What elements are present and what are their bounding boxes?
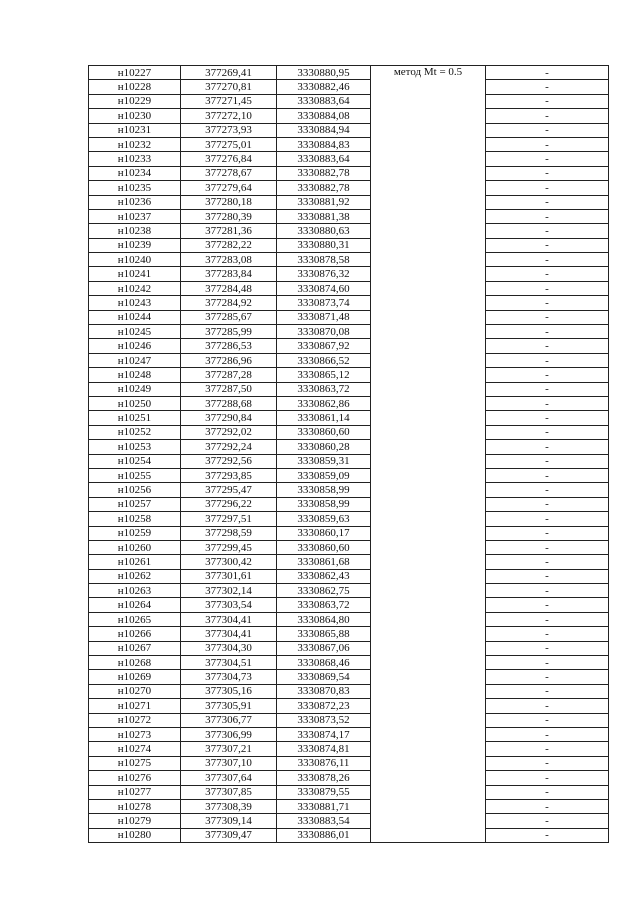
point-id-cell: н10267 xyxy=(89,641,181,655)
x-coordinate-cell: 377293,85 xyxy=(181,468,277,482)
x-coordinate-cell: 377309,47 xyxy=(181,828,277,842)
y-coordinate-cell: 3330867,06 xyxy=(277,641,371,655)
x-coordinate-cell: 377281,36 xyxy=(181,224,277,238)
point-id-cell: н10232 xyxy=(89,137,181,151)
mark-cell: - xyxy=(486,670,609,684)
y-coordinate-cell: 3330858,99 xyxy=(277,483,371,497)
point-id-cell: н10273 xyxy=(89,727,181,741)
table-row xyxy=(89,253,609,267)
point-id-cell: н10246 xyxy=(89,339,181,353)
x-coordinate-cell: 377287,50 xyxy=(181,382,277,396)
y-coordinate-cell: 3330871,48 xyxy=(277,310,371,324)
table-row xyxy=(89,512,609,526)
mark-cell: - xyxy=(486,123,609,137)
y-coordinate-cell: 3330880,63 xyxy=(277,224,371,238)
y-coordinate-cell: 3330874,17 xyxy=(277,727,371,741)
x-coordinate-cell: 377306,77 xyxy=(181,713,277,727)
mark-cell: - xyxy=(486,281,609,295)
x-coordinate-cell: 377276,84 xyxy=(181,152,277,166)
table-row xyxy=(89,137,609,151)
y-coordinate-cell: 3330860,17 xyxy=(277,526,371,540)
mark-cell: - xyxy=(486,339,609,353)
table-row xyxy=(89,656,609,670)
point-id-cell: н10255 xyxy=(89,468,181,482)
y-coordinate-cell: 3330886,01 xyxy=(277,828,371,842)
mark-cell: - xyxy=(486,382,609,396)
table-row xyxy=(89,713,609,727)
table-row xyxy=(89,66,609,80)
y-coordinate-cell: 3330884,94 xyxy=(277,123,371,137)
x-coordinate-cell: 377284,92 xyxy=(181,296,277,310)
point-id-cell: н10248 xyxy=(89,368,181,382)
x-coordinate-cell: 377290,84 xyxy=(181,411,277,425)
y-coordinate-cell: 3330883,64 xyxy=(277,94,371,108)
point-id-cell: н10234 xyxy=(89,166,181,180)
table-row xyxy=(89,569,609,583)
point-id-cell: н10233 xyxy=(89,152,181,166)
method-cell: метод Mt = 0.5 xyxy=(371,66,486,843)
y-coordinate-cell: 3330876,11 xyxy=(277,756,371,770)
point-id-cell: н10247 xyxy=(89,353,181,367)
point-id-cell: н10254 xyxy=(89,454,181,468)
x-coordinate-cell: 377275,01 xyxy=(181,137,277,151)
x-coordinate-cell: 377304,41 xyxy=(181,627,277,641)
mark-cell: - xyxy=(486,584,609,598)
y-coordinate-cell: 3330884,08 xyxy=(277,109,371,123)
mark-cell: - xyxy=(486,742,609,756)
point-id-cell: н10280 xyxy=(89,828,181,842)
x-coordinate-cell: 377307,21 xyxy=(181,742,277,756)
y-coordinate-cell: 3330862,43 xyxy=(277,569,371,583)
mark-cell: - xyxy=(486,94,609,108)
point-id-cell: н10279 xyxy=(89,814,181,828)
mark-cell: - xyxy=(486,713,609,727)
table-row xyxy=(89,396,609,410)
y-coordinate-cell: 3330861,68 xyxy=(277,555,371,569)
table-row xyxy=(89,267,609,281)
y-coordinate-cell: 3330861,14 xyxy=(277,411,371,425)
table-row xyxy=(89,166,609,180)
table-row xyxy=(89,483,609,497)
mark-cell: - xyxy=(486,396,609,410)
x-coordinate-cell: 377301,61 xyxy=(181,569,277,583)
table-row xyxy=(89,454,609,468)
x-coordinate-cell: 377307,10 xyxy=(181,756,277,770)
table-row xyxy=(89,627,609,641)
point-id-cell: н10256 xyxy=(89,483,181,497)
mark-cell: - xyxy=(486,325,609,339)
point-id-cell: н10238 xyxy=(89,224,181,238)
table-row xyxy=(89,325,609,339)
mark-cell: - xyxy=(486,368,609,382)
table-row xyxy=(89,224,609,238)
x-coordinate-cell: 377300,42 xyxy=(181,555,277,569)
y-coordinate-cell: 3330881,38 xyxy=(277,209,371,223)
mark-cell: - xyxy=(486,828,609,842)
table-row xyxy=(89,785,609,799)
point-id-cell: н10264 xyxy=(89,598,181,612)
table-row xyxy=(89,80,609,94)
mark-cell: - xyxy=(486,152,609,166)
point-id-cell: н10266 xyxy=(89,627,181,641)
x-coordinate-cell: 377288,68 xyxy=(181,396,277,410)
table-row xyxy=(89,727,609,741)
mark-cell: - xyxy=(486,641,609,655)
table-row xyxy=(89,411,609,425)
table-row xyxy=(89,94,609,108)
y-coordinate-cell: 3330878,26 xyxy=(277,771,371,785)
point-id-cell: н10228 xyxy=(89,80,181,94)
y-coordinate-cell: 3330872,23 xyxy=(277,699,371,713)
y-coordinate-cell: 3330881,71 xyxy=(277,799,371,813)
point-id-cell: н10251 xyxy=(89,411,181,425)
point-id-cell: н10252 xyxy=(89,425,181,439)
y-coordinate-cell: 3330873,74 xyxy=(277,296,371,310)
table-row xyxy=(89,771,609,785)
y-coordinate-cell: 3330873,52 xyxy=(277,713,371,727)
point-id-cell: н10278 xyxy=(89,799,181,813)
mark-cell: - xyxy=(486,699,609,713)
table-row xyxy=(89,612,609,626)
mark-cell: - xyxy=(486,727,609,741)
mark-cell: - xyxy=(486,799,609,813)
x-coordinate-cell: 377269,41 xyxy=(181,66,277,80)
y-coordinate-cell: 3330864,80 xyxy=(277,612,371,626)
point-id-cell: н10270 xyxy=(89,684,181,698)
point-id-cell: н10244 xyxy=(89,310,181,324)
table-row xyxy=(89,540,609,554)
x-coordinate-cell: 377292,02 xyxy=(181,425,277,439)
x-coordinate-cell: 377292,56 xyxy=(181,454,277,468)
table-row xyxy=(89,238,609,252)
mark-cell: - xyxy=(486,224,609,238)
y-coordinate-cell: 3330866,52 xyxy=(277,353,371,367)
point-id-cell: н10277 xyxy=(89,785,181,799)
x-coordinate-cell: 377270,81 xyxy=(181,80,277,94)
y-coordinate-cell: 3330882,78 xyxy=(277,181,371,195)
y-coordinate-cell: 3330879,55 xyxy=(277,785,371,799)
x-coordinate-cell: 377302,14 xyxy=(181,584,277,598)
point-id-cell: н10261 xyxy=(89,555,181,569)
point-id-cell: н10263 xyxy=(89,584,181,598)
y-coordinate-cell: 3330858,99 xyxy=(277,497,371,511)
x-coordinate-cell: 377285,99 xyxy=(181,325,277,339)
x-coordinate-cell: 377286,53 xyxy=(181,339,277,353)
mark-cell: - xyxy=(486,411,609,425)
table-row xyxy=(89,281,609,295)
x-coordinate-cell: 377298,59 xyxy=(181,526,277,540)
y-coordinate-cell: 3330880,31 xyxy=(277,238,371,252)
y-coordinate-cell: 3330867,92 xyxy=(277,339,371,353)
table-row xyxy=(89,598,609,612)
mark-cell: - xyxy=(486,785,609,799)
table-row xyxy=(89,195,609,209)
table-row xyxy=(89,339,609,353)
y-coordinate-cell: 3330883,54 xyxy=(277,814,371,828)
y-coordinate-cell: 3330868,46 xyxy=(277,656,371,670)
mark-cell: - xyxy=(486,109,609,123)
point-id-cell: н10237 xyxy=(89,209,181,223)
y-coordinate-cell: 3330878,58 xyxy=(277,253,371,267)
point-id-cell: н10274 xyxy=(89,742,181,756)
x-coordinate-cell: 377305,16 xyxy=(181,684,277,698)
mark-cell: - xyxy=(486,771,609,785)
table-row xyxy=(89,814,609,828)
x-coordinate-cell: 377304,30 xyxy=(181,641,277,655)
point-id-cell: н10241 xyxy=(89,267,181,281)
point-id-cell: н10265 xyxy=(89,612,181,626)
point-id-cell: н10272 xyxy=(89,713,181,727)
x-coordinate-cell: 377305,91 xyxy=(181,699,277,713)
table-row xyxy=(89,310,609,324)
x-coordinate-cell: 377299,45 xyxy=(181,540,277,554)
table-row xyxy=(89,699,609,713)
point-id-cell: н10253 xyxy=(89,440,181,454)
mark-cell: - xyxy=(486,814,609,828)
point-id-cell: н10239 xyxy=(89,238,181,252)
mark-cell: - xyxy=(486,66,609,80)
mark-cell: - xyxy=(486,181,609,195)
x-coordinate-cell: 377297,51 xyxy=(181,512,277,526)
table-row xyxy=(89,468,609,482)
table-row xyxy=(89,296,609,310)
y-coordinate-cell: 3330865,12 xyxy=(277,368,371,382)
x-coordinate-cell: 377285,67 xyxy=(181,310,277,324)
table-row xyxy=(89,670,609,684)
point-id-cell: н10242 xyxy=(89,281,181,295)
x-coordinate-cell: 377279,64 xyxy=(181,181,277,195)
x-coordinate-cell: 377307,64 xyxy=(181,771,277,785)
x-coordinate-cell: 377283,08 xyxy=(181,253,277,267)
y-coordinate-cell: 3330860,60 xyxy=(277,425,371,439)
x-coordinate-cell: 377280,39 xyxy=(181,209,277,223)
x-coordinate-cell: 377287,28 xyxy=(181,368,277,382)
mark-cell: - xyxy=(486,656,609,670)
x-coordinate-cell: 377283,84 xyxy=(181,267,277,281)
x-coordinate-cell: 377296,22 xyxy=(181,497,277,511)
point-id-cell: н10257 xyxy=(89,497,181,511)
y-coordinate-cell: 3330860,60 xyxy=(277,540,371,554)
table-row xyxy=(89,799,609,813)
mark-cell: - xyxy=(486,756,609,770)
x-coordinate-cell: 377272,10 xyxy=(181,109,277,123)
y-coordinate-cell: 3330865,88 xyxy=(277,627,371,641)
point-id-cell: н10260 xyxy=(89,540,181,554)
point-id-cell: н10245 xyxy=(89,325,181,339)
mark-cell: - xyxy=(486,512,609,526)
point-id-cell: н10235 xyxy=(89,181,181,195)
x-coordinate-cell: 377303,54 xyxy=(181,598,277,612)
x-coordinate-cell: 377286,96 xyxy=(181,353,277,367)
mark-cell: - xyxy=(486,253,609,267)
coordinates-table xyxy=(88,65,609,843)
table-row xyxy=(89,123,609,137)
table-row xyxy=(89,742,609,756)
mark-cell: - xyxy=(486,598,609,612)
y-coordinate-cell: 3330859,31 xyxy=(277,454,371,468)
table-row xyxy=(89,368,609,382)
mark-cell: - xyxy=(486,267,609,281)
point-id-cell: н10243 xyxy=(89,296,181,310)
mark-cell: - xyxy=(486,684,609,698)
x-coordinate-cell: 377295,47 xyxy=(181,483,277,497)
mark-cell: - xyxy=(486,569,609,583)
x-coordinate-cell: 377304,73 xyxy=(181,670,277,684)
mark-cell: - xyxy=(486,483,609,497)
y-coordinate-cell: 3330880,95 xyxy=(277,66,371,80)
point-id-cell: н10258 xyxy=(89,512,181,526)
mark-cell: - xyxy=(486,497,609,511)
x-coordinate-cell: 377308,39 xyxy=(181,799,277,813)
table-row xyxy=(89,584,609,598)
x-coordinate-cell: 377304,41 xyxy=(181,612,277,626)
x-coordinate-cell: 377278,67 xyxy=(181,166,277,180)
y-coordinate-cell: 3330876,32 xyxy=(277,267,371,281)
y-coordinate-cell: 3330862,86 xyxy=(277,396,371,410)
point-id-cell: н10276 xyxy=(89,771,181,785)
mark-cell: - xyxy=(486,627,609,641)
mark-cell: - xyxy=(486,137,609,151)
mark-cell: - xyxy=(486,612,609,626)
mark-cell: - xyxy=(486,468,609,482)
x-coordinate-cell: 377306,99 xyxy=(181,727,277,741)
y-coordinate-cell: 3330884,83 xyxy=(277,137,371,151)
y-coordinate-cell: 3330870,08 xyxy=(277,325,371,339)
point-id-cell: н10259 xyxy=(89,526,181,540)
y-coordinate-cell: 3330869,54 xyxy=(277,670,371,684)
point-id-cell: н10262 xyxy=(89,569,181,583)
mark-cell: - xyxy=(486,425,609,439)
point-id-cell: н10269 xyxy=(89,670,181,684)
point-id-cell: н10231 xyxy=(89,123,181,137)
point-id-cell: н10240 xyxy=(89,253,181,267)
point-id-cell: н10268 xyxy=(89,656,181,670)
y-coordinate-cell: 3330862,75 xyxy=(277,584,371,598)
coordinates-table-body xyxy=(89,66,609,843)
table-row xyxy=(89,152,609,166)
table-row xyxy=(89,641,609,655)
table-row xyxy=(89,440,609,454)
y-coordinate-cell: 3330882,78 xyxy=(277,166,371,180)
point-id-cell: н10230 xyxy=(89,109,181,123)
y-coordinate-cell: 3330870,83 xyxy=(277,684,371,698)
mark-cell: - xyxy=(486,540,609,554)
point-id-cell: н10271 xyxy=(89,699,181,713)
x-coordinate-cell: 377309,14 xyxy=(181,814,277,828)
mark-cell: - xyxy=(486,526,609,540)
table-row xyxy=(89,828,609,842)
table-row xyxy=(89,555,609,569)
table-row xyxy=(89,425,609,439)
y-coordinate-cell: 3330859,09 xyxy=(277,468,371,482)
point-id-cell: н10250 xyxy=(89,396,181,410)
point-id-cell: н10229 xyxy=(89,94,181,108)
y-coordinate-cell: 3330863,72 xyxy=(277,382,371,396)
table-row xyxy=(89,382,609,396)
table-row xyxy=(89,109,609,123)
x-coordinate-cell: 377304,51 xyxy=(181,656,277,670)
x-coordinate-cell: 377307,85 xyxy=(181,785,277,799)
x-coordinate-cell: 377292,24 xyxy=(181,440,277,454)
table-row xyxy=(89,684,609,698)
y-coordinate-cell: 3330863,72 xyxy=(277,598,371,612)
y-coordinate-cell: 3330859,63 xyxy=(277,512,371,526)
table-row xyxy=(89,526,609,540)
y-coordinate-cell: 3330881,92 xyxy=(277,195,371,209)
mark-cell: - xyxy=(486,296,609,310)
table-row xyxy=(89,756,609,770)
mark-cell: - xyxy=(486,238,609,252)
x-coordinate-cell: 377280,18 xyxy=(181,195,277,209)
mark-cell: - xyxy=(486,166,609,180)
mark-cell: - xyxy=(486,310,609,324)
table-row xyxy=(89,353,609,367)
x-coordinate-cell: 377273,93 xyxy=(181,123,277,137)
y-coordinate-cell: 3330882,46 xyxy=(277,80,371,94)
mark-cell: - xyxy=(486,454,609,468)
table-row xyxy=(89,497,609,511)
mark-cell: - xyxy=(486,440,609,454)
mark-cell: - xyxy=(486,195,609,209)
mark-cell: - xyxy=(486,555,609,569)
y-coordinate-cell: 3330883,64 xyxy=(277,152,371,166)
y-coordinate-cell: 3330874,60 xyxy=(277,281,371,295)
x-coordinate-cell: 377271,45 xyxy=(181,94,277,108)
table-row xyxy=(89,209,609,223)
x-coordinate-cell: 377282,22 xyxy=(181,238,277,252)
y-coordinate-cell: 3330874,81 xyxy=(277,742,371,756)
point-id-cell: н10275 xyxy=(89,756,181,770)
mark-cell: - xyxy=(486,209,609,223)
point-id-cell: н10227 xyxy=(89,66,181,80)
x-coordinate-cell: 377284,48 xyxy=(181,281,277,295)
mark-cell: - xyxy=(486,353,609,367)
point-id-cell: н10236 xyxy=(89,195,181,209)
table-row xyxy=(89,181,609,195)
point-id-cell: н10249 xyxy=(89,382,181,396)
y-coordinate-cell: 3330860,28 xyxy=(277,440,371,454)
mark-cell: - xyxy=(486,80,609,94)
